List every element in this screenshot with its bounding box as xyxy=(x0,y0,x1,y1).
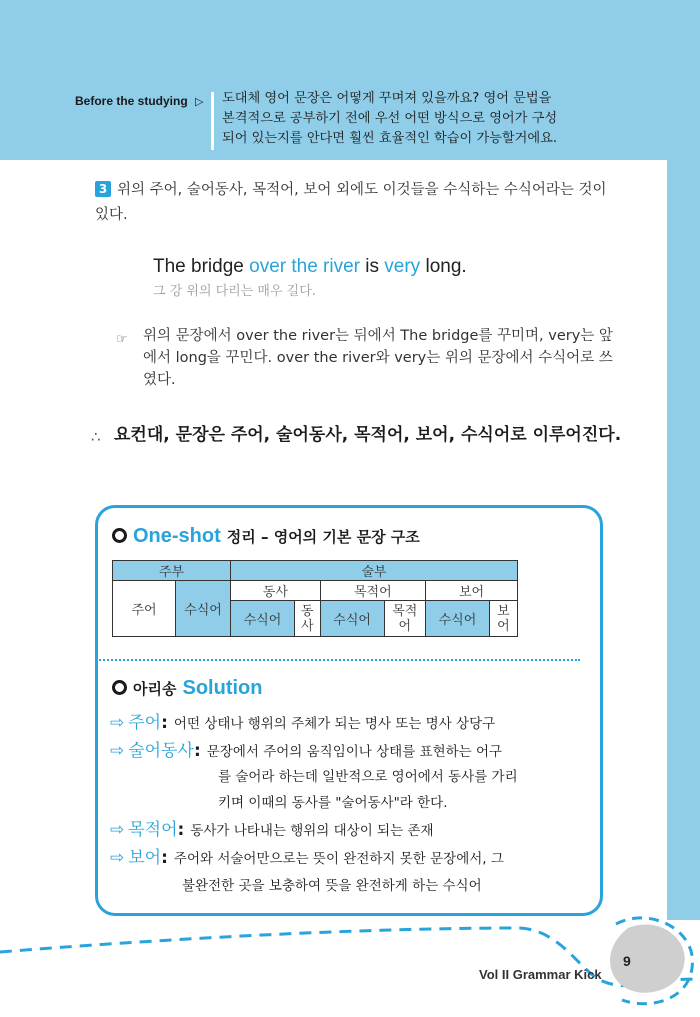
solution-def-cont: 불완전한 곳을 보충하여 뜻을 완전하게 하는 수식어 xyxy=(182,878,482,894)
oneshot-title: 정리 – 영어의 기본 문장 구조 xyxy=(226,528,420,546)
page-number: 9 xyxy=(623,953,631,969)
intro-text xyxy=(222,89,622,149)
cell-line: 어 xyxy=(398,618,412,634)
intro-line: 도대체 영어 문장은 어떻게 꾸며져 있을까요? 영어 문법을 xyxy=(222,91,552,106)
table-cell: 수식어 xyxy=(231,601,295,637)
solution-term: 보어 xyxy=(128,848,162,868)
number-badge: 3 xyxy=(95,181,111,197)
side-strip xyxy=(667,160,700,920)
example-sentence xyxy=(153,256,467,278)
intro-divider xyxy=(211,92,214,150)
table-cell: 주부 xyxy=(113,561,231,581)
point-3-text: 위의 주어, 술어동사, 목적어, 보어 외에도 이것들을 수식하는 수식어라는 것이 있다. xyxy=(95,182,607,223)
solution-term: 술어동사 xyxy=(128,741,194,761)
table-cell: 목적어 xyxy=(320,581,425,601)
example-translation: 그 강 위의 다리는 매우 길다. xyxy=(153,284,316,299)
example-highlight: over the river xyxy=(249,256,360,277)
page-number-blob xyxy=(610,924,685,992)
example-part: long. xyxy=(420,256,467,277)
table-cell: 수식어 xyxy=(426,601,490,637)
solution-term: 목적어 xyxy=(128,820,178,840)
solution-term: 주어 xyxy=(128,713,162,733)
table-cell: 수식어 xyxy=(320,601,384,637)
cell-line: 어 xyxy=(497,618,510,634)
solution-item: ⇨ 목적어: 동사가 나타내는 행위의 대상이 되는 존재 xyxy=(110,820,434,840)
play-triangle-icon: ▷ xyxy=(195,96,204,108)
solution-def: 어떤 상태나 행위의 주체가 되는 명사 또는 명사 상당구 xyxy=(173,716,496,732)
solution-def: 주어와 서술어만으로는 뜻이 완전하지 못한 문장에서, 그 xyxy=(173,851,504,867)
example-part: The bridge xyxy=(153,256,250,277)
solution-def-cont: 키며 이때의 동사를 "술어동사"라 한다. xyxy=(218,795,448,811)
table-cell: 술부 xyxy=(231,561,518,581)
cell-line: 보 xyxy=(497,603,510,619)
solution-def: 동사가 나타내는 행위의 대상이 되는 존재 xyxy=(190,823,434,839)
solution-prefix: 아리송 xyxy=(133,680,177,698)
dashed-wave-decoration xyxy=(0,910,700,1017)
table-cell: 보어 xyxy=(426,581,518,601)
intro-line: 본격적으로 공부하기 전에 우선 어떤 방식으로 영어가 구성 xyxy=(222,111,558,126)
intro-line: 되어 있는지를 안다면 훨씬 효율적인 학습이 가능할거에요. xyxy=(222,131,558,146)
cell-line: 사 xyxy=(301,618,314,634)
table-cell: 동사 xyxy=(231,581,321,601)
therefore-icon: ∴ xyxy=(91,428,101,446)
arrow-icon: ⇨ xyxy=(110,848,125,868)
bullet-icon xyxy=(112,528,127,543)
solution-brand: Solution xyxy=(182,677,263,699)
before-studying-text: Before the studying xyxy=(75,94,188,108)
solution-item: ⇨ 술어동사: 문장에서 주어의 움직임이나 상태를 표현하는 어구 xyxy=(110,741,503,761)
cell-line: 목적 xyxy=(392,603,418,619)
solution-item: ⇨ 보어: 주어와 서술어만으로는 뜻이 완전하지 못한 문장에서, 그 xyxy=(110,848,504,868)
point-3 xyxy=(95,178,625,228)
arrow-icon: ⇨ xyxy=(110,713,125,733)
before-studying-label xyxy=(75,94,204,108)
table-cell: 주어 xyxy=(113,581,176,637)
footer-title: Vol II Grammar Kick xyxy=(479,967,602,982)
note-text: 위의 문장에서 over the river는 뒤에서 The bridge를 꾸미며, very는 앞에서 long을 꾸민다. over the river와 very는 위의 문장에서 수식어로 쓰였다. xyxy=(143,328,613,388)
cell-line: 동 xyxy=(301,603,314,619)
table-cell xyxy=(384,601,425,637)
section-divider xyxy=(96,659,580,661)
bullet-icon xyxy=(112,680,127,695)
table-cell xyxy=(294,601,320,637)
solution-def: 문장에서 주어의 움직임이나 상태를 표현하는 어구 xyxy=(206,744,503,760)
table-cell xyxy=(489,601,517,637)
oneshot-heading xyxy=(112,525,420,548)
solution-def-cont: 를 술어라 하는데 일반적으로 영어에서 동사를 가리 xyxy=(218,769,518,785)
arrow-icon: ⇨ xyxy=(110,820,125,840)
example-highlight: very xyxy=(384,256,421,277)
arrow-icon: ⇨ xyxy=(110,741,125,761)
pointing-hand-icon: ☞ xyxy=(116,332,128,347)
solution-heading xyxy=(112,677,268,700)
structure-table xyxy=(112,560,518,637)
table-cell: 수식어 xyxy=(176,581,231,637)
oneshot-brand: One-shot xyxy=(133,525,221,547)
example-part: is xyxy=(360,256,385,277)
solution-item: ⇨ 주어: 어떤 상태나 행위의 주체가 되는 명사 또는 명사 상당구 xyxy=(110,713,496,733)
conclusion-text: 요컨대, 문장은 주어, 술어동사, 목적어, 보어, 수식어로 이루어진다. xyxy=(114,425,622,445)
